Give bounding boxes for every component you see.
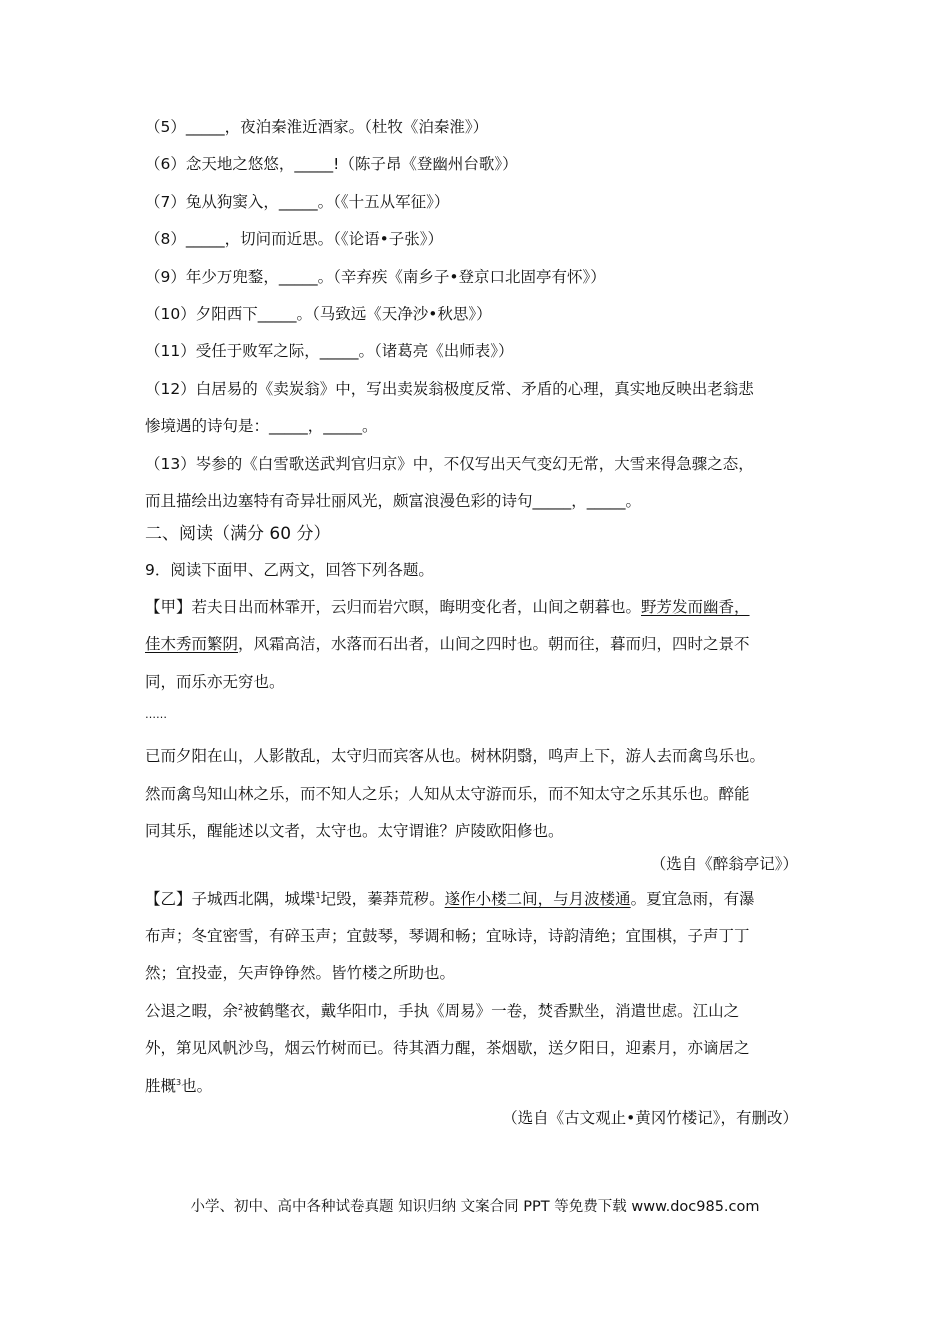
passage-yi-text: 圮毁，蓁莽荒秽。 — [320, 890, 445, 908]
page-footer: 小学、初中、高中各种试卷真题 知识归纳 文案合同 PPT 等免费下载 www.doc985.com — [190, 1199, 760, 1215]
question-9-poem: （9）年少万兜鍪，_____。（辛弃疾《南乡子•登京口北固亭有怀》） — [145, 268, 606, 286]
question-12-line2: 惨境遇的诗句是：_____，_____。 — [145, 417, 378, 435]
underlined-sentence: 遂作小楼二间，与月波楼通 — [444, 890, 631, 908]
section-heading: 二、阅读（满分 60 分） — [145, 524, 331, 544]
question-11: （11）受任于败军之际，_____。（诸葛亮《出师表》） — [145, 342, 514, 360]
question-10: （10）夕阳西下_____。（马致远《天净沙•秋思》） — [145, 305, 492, 323]
passage-yi-text: 【乙】子城西北隅，城堞 — [145, 890, 316, 908]
question-8: （8）_____，切问而近思。（《论语•子张》） — [145, 230, 444, 248]
footnote-marker: 2 — [238, 1002, 244, 1012]
question-13-line1: （13）岑参的《白雪歌送武判官归京》中，不仅写出天气变幻无常，大雪来得急骤之态， — [145, 455, 754, 473]
passage-jia-text: ，风霜高洁，水落而石出者，山间之四时也。朝而往，暮而归，四时之景不 — [238, 635, 750, 653]
passage-yi-line2: 布声；冬宜密雪，有碎玉声；宜鼓琴，琴调和畅；宜咏诗，诗韵清绝；宜围棋，子声丁丁 — [145, 927, 750, 945]
passage-jia-line6: 同其乐，醒能述以文者，太守也。太守谓谁？庐陵欧阳修也。 — [145, 822, 564, 840]
passage-jia-line1 — [145, 596, 750, 618]
passage-jia-line2 — [145, 633, 750, 655]
passage-yi-line1 — [145, 888, 755, 910]
passage-yi-line3: 然；宜投壶，矢声铮铮然。皆竹楼之所助也。 — [145, 964, 456, 982]
passage-yi-text: 。夏宜急雨，有瀑 — [630, 890, 755, 908]
ellipsis: …… — [145, 708, 167, 721]
question-6: （6）念天地之悠悠，_____!（陈子昂《登幽州台歌》） — [145, 155, 518, 173]
passage-jia-source: （选自《醉翁亭记》） — [650, 855, 798, 873]
passage-yi-text: 胜概 — [145, 1077, 177, 1095]
passage-yi-text: 也。 — [181, 1077, 213, 1095]
passage-yi-source: （选自《古文观止•黄冈竹楼记》，有删改） — [502, 1109, 798, 1127]
footnote-marker: 1 — [315, 890, 321, 900]
footnote-marker: 3 — [176, 1077, 182, 1087]
passage-jia-text: 【甲】若夫日出而林霏开，云归而岩穴暝，晦明变化者，山间之朝暮也。 — [145, 598, 642, 616]
question-9-intro: 9．阅读下面甲、乙两文，回答下列各题。 — [145, 561, 434, 579]
passage-jia-line5: 然而禽鸟知山林之乐，而不知人之乐；人知从太守游而乐，而不知太守之乐其乐也。醉能 — [145, 785, 750, 803]
passage-yi-line4 — [145, 1000, 739, 1022]
passage-jia-line3: 同，而乐亦无穷也。 — [145, 673, 285, 691]
question-7: （7）兔从狗窦入，_____。（《十五从军征》） — [145, 193, 450, 211]
underlined-sentence: 野芳发而幽香， — [641, 598, 750, 616]
passage-yi-text: 被鹤氅衣，戴华阳巾，手执《周易》一卷，焚香默坐，消遣世虑。江山之 — [243, 1002, 740, 1020]
question-5: （5）_____，夜泊秦淮近酒家。（杜牧《泊秦淮》） — [145, 118, 489, 136]
passage-yi-line5: 外，第见风帆沙鸟，烟云竹树而已。待其酒力醒，茶烟歇，送夕阳日，迎素月，亦谪居之 — [145, 1039, 750, 1057]
passage-yi-line6 — [145, 1075, 212, 1097]
passage-yi-text: 公退之暇，余 — [145, 1002, 239, 1020]
question-13-line2: 而且描绘出边塞特有奇异壮丽风光，颇富浪漫色彩的诗句_____，_____。 — [145, 492, 642, 510]
underlined-sentence: 佳木秀而繁阴 — [145, 635, 239, 653]
question-12-line1: （12）白居易的《卖炭翁》中，写出卖炭翁极度反常、矛盾的心理，真实地反映出老翁悲 — [145, 380, 754, 398]
passage-jia-line4: 已而夕阳在山，人影散乱，太守归而宾客从也。树林阴翳，鸣声上下，游人去而禽鸟乐也。 — [145, 747, 766, 765]
